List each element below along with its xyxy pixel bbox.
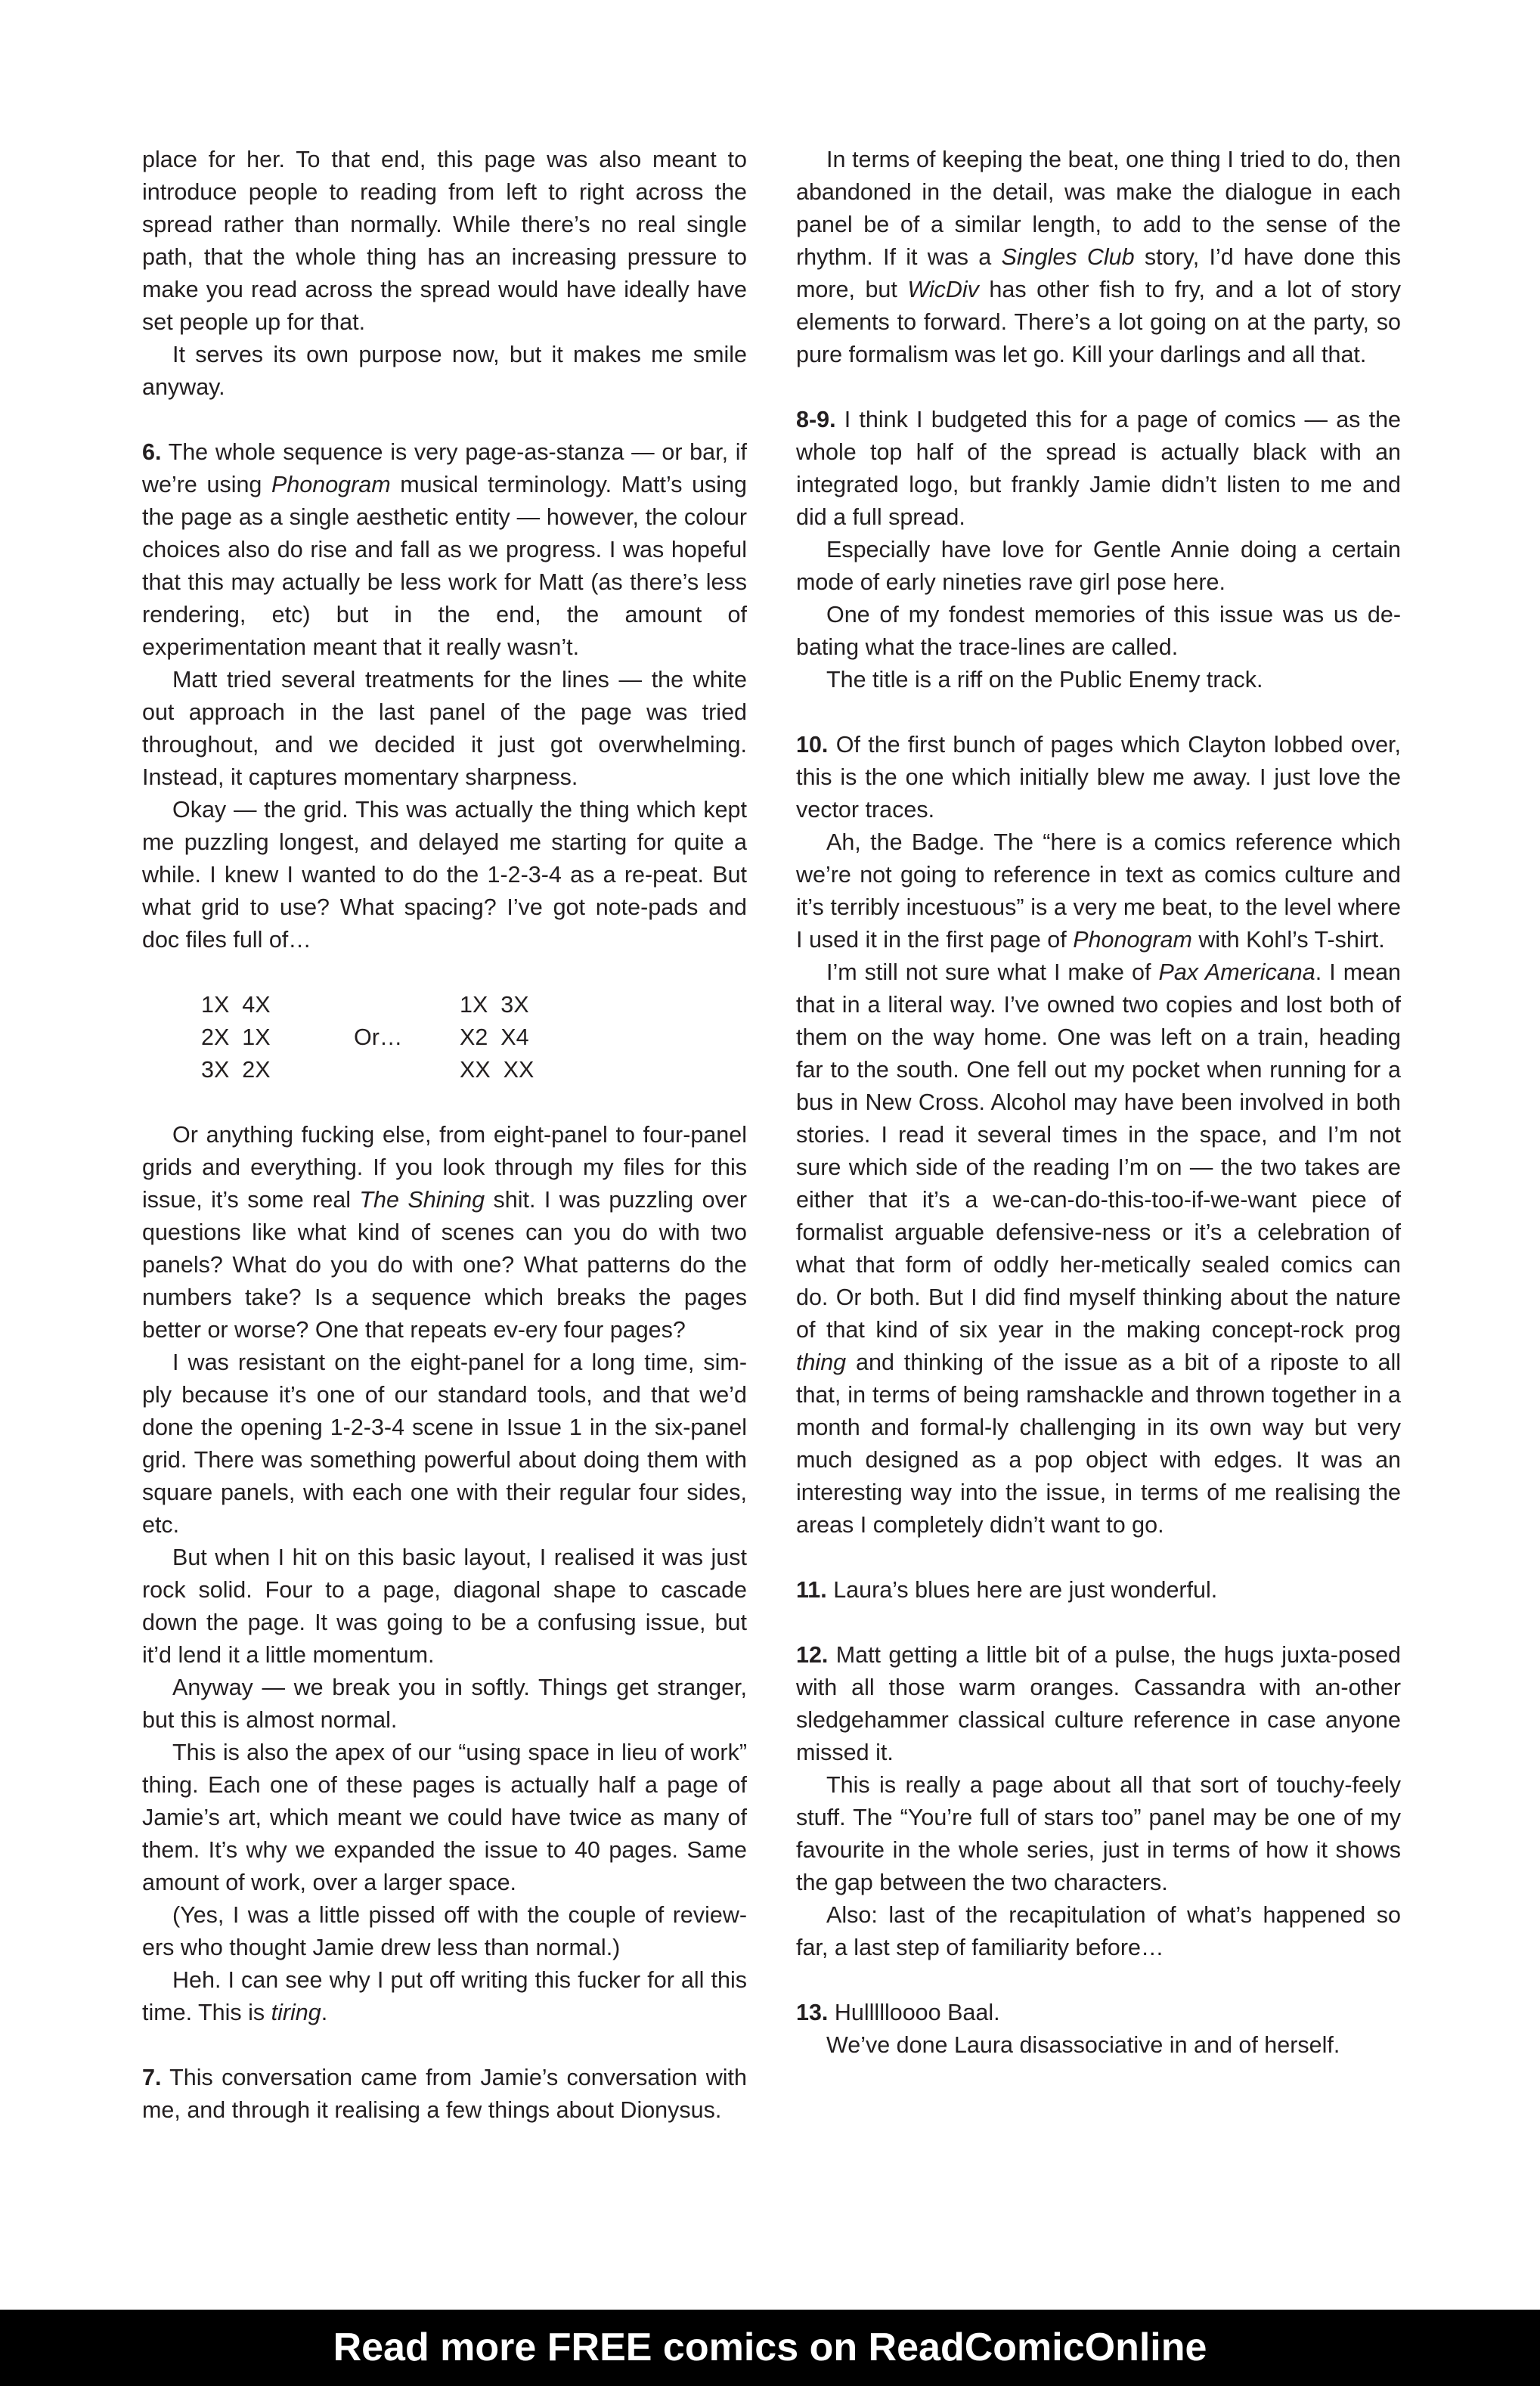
paragraph: But when I hit on this basic layout, I realised it was just rock solid. Four to a page, diagonal shape to cascade down the page. It was going to be a confusing issue, but it’d lend it a little momentum. [142, 1545, 747, 1668]
promo-footer-banner[interactable]: Read more FREE comics on ReadComicOnline [0, 2310, 1540, 2386]
paragraph: (Yes, I was a little pissed off with the couple of review-ers who thought Jamie drew less than normal.) [142, 1902, 747, 1960]
paragraph: This is really a page about all that sort of touchy-feely stuff. The “You’re full of stars too” panel may be one of my favourite in the whole series, just in terms of how it shows the gap between the two characters. [796, 1772, 1401, 1895]
paragraph: We’ve done Laura disassociative in and of herself. [826, 2032, 1340, 2058]
paragraph: Ah, the Badge. The “here is a comics reference which we’re not going to reference in text as comics culture and it’s terribly incestuous” is a very me beat, to the level where I used it in the first page of Phonogram with Kohl’s T-shirt. [796, 829, 1401, 953]
paragraph: Anyway — we break you in softly. Things get stranger, but this is almost normal. [142, 1675, 747, 1733]
paragraph: Or anything fucking else, from eight-panel to four-panel grids and everything. If you look through my files for this issue, it’s some real The Shining shit. I was puzzling over questions like what kind of scenes can you do with two panels? What do you do with one? What patterns do the numbers take? Is a sequence which breaks the pages better or worse? One that repeats ev-ery four pages? [142, 1122, 747, 1343]
paragraph: One of my fondest memories of this issue was us de-bating what the trace-lines are called. [796, 602, 1401, 660]
section-number: 6. [142, 439, 162, 465]
paragraph: Okay — the grid. This was actually the thing which kept me puzzling longest, and delayed me starting for quite a while. I knew I wanted to do the 1-2-3-4 as a re-peat. But what grid to use? What spacing? I’ve got note-pads and doc files full of… [142, 797, 747, 953]
section-12-paragraph: 12. Matt getting a little bit of a pulse, the hugs juxta-posed with all those warm oranges. Cassandra with an-other sledgehammer classical culture reference in case anyone missed it. [796, 1642, 1401, 1765]
section-11-paragraph: 11. Laura’s blues here are just wonderful. [796, 1577, 1218, 1603]
grid-a-row-1: 1X 4X [201, 992, 271, 1018]
grid-a-row-3: 3X 2X [201, 1057, 271, 1083]
section-6-paragraph: 6. The whole sequence is very page-as-stanza — or bar, if we’re using Phonogram musical terminology. Matt’s using the page as a single aesthetic entity — however, the colour choices also do rise and fall as we progress. I was hopeful that this may actually be less work for Matt (as there’s less rendering, etc) but in the end, the amount of experimentation meant that it really wasn’t. [142, 439, 747, 660]
right-column [796, 144, 1401, 2062]
grid-b-row-2: X2 X4 [460, 1024, 529, 1050]
section-number: 10. [796, 732, 829, 758]
grid-a-row-2: 2X 1X [201, 1024, 271, 1050]
paragraph: Heh. I can see why I put off writing this fucker for all this time. This is tiring. [142, 1967, 747, 2025]
section-number: 7. [142, 2065, 162, 2090]
paragraph: Especially have love for Gentle Annie doing a certain mode of early nineties rave girl pose here. [796, 537, 1401, 595]
section-number: 12. [796, 1642, 829, 1668]
section-number: 13. [796, 2000, 829, 2025]
paragraph: Also: last of the recapitulation of what’s happened so far, a last step of familiarity before… [796, 1902, 1401, 1960]
section-13-paragraph: 13. Hullllloooo Baal. [796, 2000, 1000, 2025]
section-10-paragraph: 10. Of the first bunch of pages which Clayton lobbed over, this is the one which initially blew me away. I just love the vector traces. [796, 732, 1401, 823]
paragraph: I’m still not sure what I make of Pax Americana. I mean that in a literal way. I’ve owned two copies and lost both of them on the way home. One was left on a train, heading far to the south. One fell out my pocket when running for a bus in New Cross. Alcohol may have been involved in both stories. I read it several times in the space, and I’m not sure which side of the reading I’m on — the two takes are either that it’s a we-can-do-this-too-if-we-want piece of formalist arguable defensive-ness or it’s a celebration of what that form of oddly her-metically sealed comics can do. Or both. But I did find myself thinking about the nature of that kind of six year in the making concept-rock prog thing and thinking of the issue as a bit of a riposte to all that, in terms of being ramshackle and thrown together in a month and formal-ly challenging in its own way but very much designed as a pop object with edges. It was an interesting way into the issue, in terms of me realising the areas I completely didn’t want to go. [796, 959, 1401, 1538]
section-7-paragraph: 7. This conversation came from Jamie’s conversation with me, and through it realising a few things about Dionysus. [142, 2065, 747, 2123]
paragraph: Matt tried several treatments for the lines — the white out approach in the last panel of the page was tried throughout, and we decided it just got overwhelming. Instead, it captures momentary sharpness. [142, 667, 747, 790]
section-8-9-paragraph: 8-9. I think I budgeted this for a page of comics — as the whole top half of the spread is actually black with an integrated logo, but frankly Jamie didn’t listen to me and did a full spread. [796, 407, 1401, 530]
section-number: 8-9. [796, 407, 836, 432]
section-number: 11. [796, 1577, 827, 1603]
grid-b-row-3: XX XX [460, 1057, 535, 1083]
left-column [142, 144, 747, 2127]
grid-options-table [142, 989, 747, 1086]
paragraph: This is also the apex of our “using space in lieu of work” thing. Each one of these pages is actually half a page of Jamie’s art, which meant we could have twice as many of them. It’s why we expanded the issue to 40 pages. Same amount of work, over a larger space. [142, 1740, 747, 1895]
paragraph: The title is a riff on the Public Enemy track. [826, 667, 1263, 693]
grid-b-row-1: 1X 3X [460, 992, 529, 1018]
paragraph: place for her. To that end, this page was also meant to introduce people to reading from left to right across the spread rather than normally. While there’s no real single path, that the whole thing has an increasing pressure to make you read across the spread would have ideally have set people up for that. [142, 147, 747, 335]
paragraph: In terms of keeping the beat, one thing I tried to do, then abandoned in the detail, was make the dialogue in each panel be of a similar length, to add to the sense of the rhythm. If it was a Singles Club story, I’d have done this more, but WicDiv has other fish to fry, and a lot of story elements to forward. There’s a lot going on at the party, so pure formalism was let go. Kill your darlings and all that. [796, 147, 1402, 367]
paragraph: I was resistant on the eight-panel for a long time, sim-ply because it’s one of our standard tools, and that we’d done the opening 1-2-3-4 scene in Issue 1 in the six-panel grid. There was something powerful about doing them with square panels, with each one with their regular four sides, etc. [142, 1349, 747, 1538]
grid-or-label: Or… [354, 1024, 403, 1050]
paragraph: It serves its own purpose now, but it makes me smile anyway. [142, 342, 747, 400]
